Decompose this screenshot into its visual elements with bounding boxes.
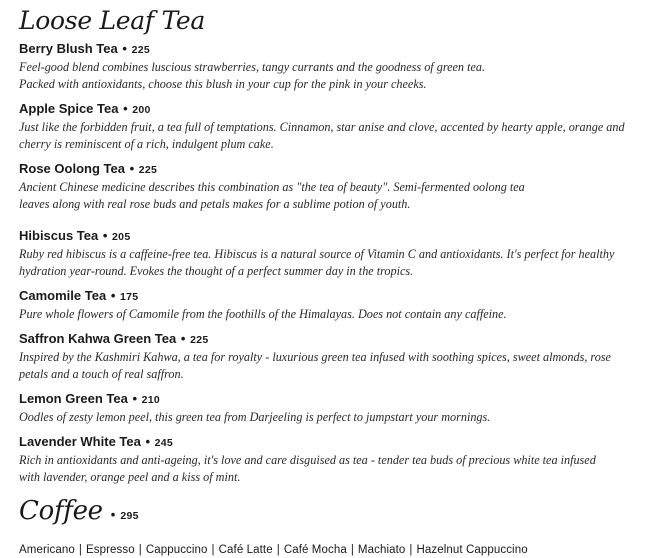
tea-item-name: Hibiscus Tea — [19, 228, 99, 243]
price-dot: • — [145, 434, 151, 449]
coffee-item: Americano — [19, 544, 75, 556]
list-separator: | — [211, 544, 215, 556]
price-dot: • — [122, 41, 127, 56]
tea-item-name: Apple Spice Tea — [19, 101, 119, 116]
tea-item-rose-oolong — [19, 161, 639, 213]
tea-item-name: Lavender White Tea — [19, 434, 141, 449]
tea-item-apple-spice — [19, 101, 639, 153]
coffee-item: Café Mocha — [283, 544, 347, 556]
coffee-item: Café Latte — [218, 544, 273, 556]
coffee-price: 295 — [120, 510, 139, 522]
coffee-item: Hazelnut Cappuccino — [416, 544, 528, 556]
tea-section-title: Loose Leaf Tea — [19, 6, 206, 35]
tea-item-price: 225 — [131, 44, 150, 56]
tea-item-description: Inspired by the Kashmiri Kahwa, a tea for royalty - luxurious green tea infused with soothing spices, sweet almonds, rose petals and a touch of real saffron. — [19, 350, 611, 381]
coffee-item: Machiato — [357, 544, 406, 556]
menu-page — [19, 4, 639, 558]
tea-item-price: 175 — [120, 291, 139, 303]
tea-item-name: Saffron Kahwa Green Tea — [19, 331, 177, 346]
tea-item-price: 210 — [141, 394, 161, 406]
price-dot: • — [110, 288, 116, 303]
tea-item-lemon-green — [19, 391, 639, 426]
tea-item-description: Ruby red hibiscus is a caffeine-free tea. Hibiscus is a natural source of Vitamin C and antioxidants. It's perfect for healthy hydration year-round. Evokes the thought of a perfect summer day in the tropics. — [19, 247, 615, 278]
coffee-item: Cappuccino — [145, 544, 208, 556]
price-dot: • — [102, 228, 108, 243]
price-dot: • — [180, 331, 186, 346]
list-separator: | — [350, 544, 354, 556]
tea-item-lavender-white — [19, 434, 639, 486]
list-separator: | — [409, 544, 413, 556]
list-separator: | — [276, 544, 280, 556]
tea-item-name: Berry Blush Tea — [19, 41, 118, 56]
tea-item-description: Ancient Chinese medicine describes this combination as "the tea of beauty". Semi-fermented oolong tea leaves along with real rose buds and petals makes for a sublime potion of youth. — [19, 180, 525, 211]
tea-item-description: Just like the forbidden fruit, a tea full of temptations. Cinnamon, star anise and clove, accented by hearty apple, orange and cherry is reminiscent of a rich, indulgent plum cake. — [19, 120, 625, 151]
list-separator: | — [78, 544, 82, 556]
tea-item-name: Rose Oolong Tea — [19, 161, 125, 176]
tea-item-description: Oodles of zesty lemon peel, this green tea from Darjeeling is perfect to jumpstart your mornings. — [19, 410, 491, 424]
tea-item-price: 225 — [138, 164, 158, 176]
list-separator: | — [138, 544, 142, 556]
tea-item-hibiscus — [19, 228, 639, 280]
tea-item-list — [19, 41, 639, 486]
price-dot: • — [129, 161, 135, 176]
tea-item-description: Rich in antioxidants and anti-ageing, it's love and care disguised as tea - tender tea buds of precious white tea infused with lavender, orange peel and a kiss of mint. — [19, 453, 596, 484]
coffee-list — [19, 542, 639, 558]
tea-item-name: Camomile Tea — [19, 288, 107, 303]
tea-item-description: Pure whole flowers of Camomile from the foothills of the Himalayas. Does not contain any caffeine. — [19, 307, 507, 321]
tea-item-price: 245 — [154, 437, 174, 449]
tea-item-price: 205 — [112, 231, 131, 243]
coffee-section — [19, 494, 639, 558]
price-dot: • — [123, 101, 128, 116]
tea-item-saffron-kahwa — [19, 331, 639, 383]
coffee-item: Espresso — [85, 544, 135, 556]
tea-item-price: 200 — [132, 104, 151, 116]
price-dot: • — [132, 391, 138, 406]
tea-item-camomile — [19, 288, 639, 323]
tea-item-price: 225 — [190, 334, 209, 346]
price-dot: • — [110, 507, 116, 522]
tea-item-description: Feel-good blend combines luscious strawberries, tangy currants and the goodness of green tea. Packed with antioxidants, choose this blush in your cup for the pink in your cheeks. — [19, 60, 485, 91]
tea-item-name: Lemon Green Tea — [19, 391, 128, 406]
coffee-section-title: Coffee — [19, 496, 103, 526]
tea-item-berry-blush — [19, 41, 639, 93]
